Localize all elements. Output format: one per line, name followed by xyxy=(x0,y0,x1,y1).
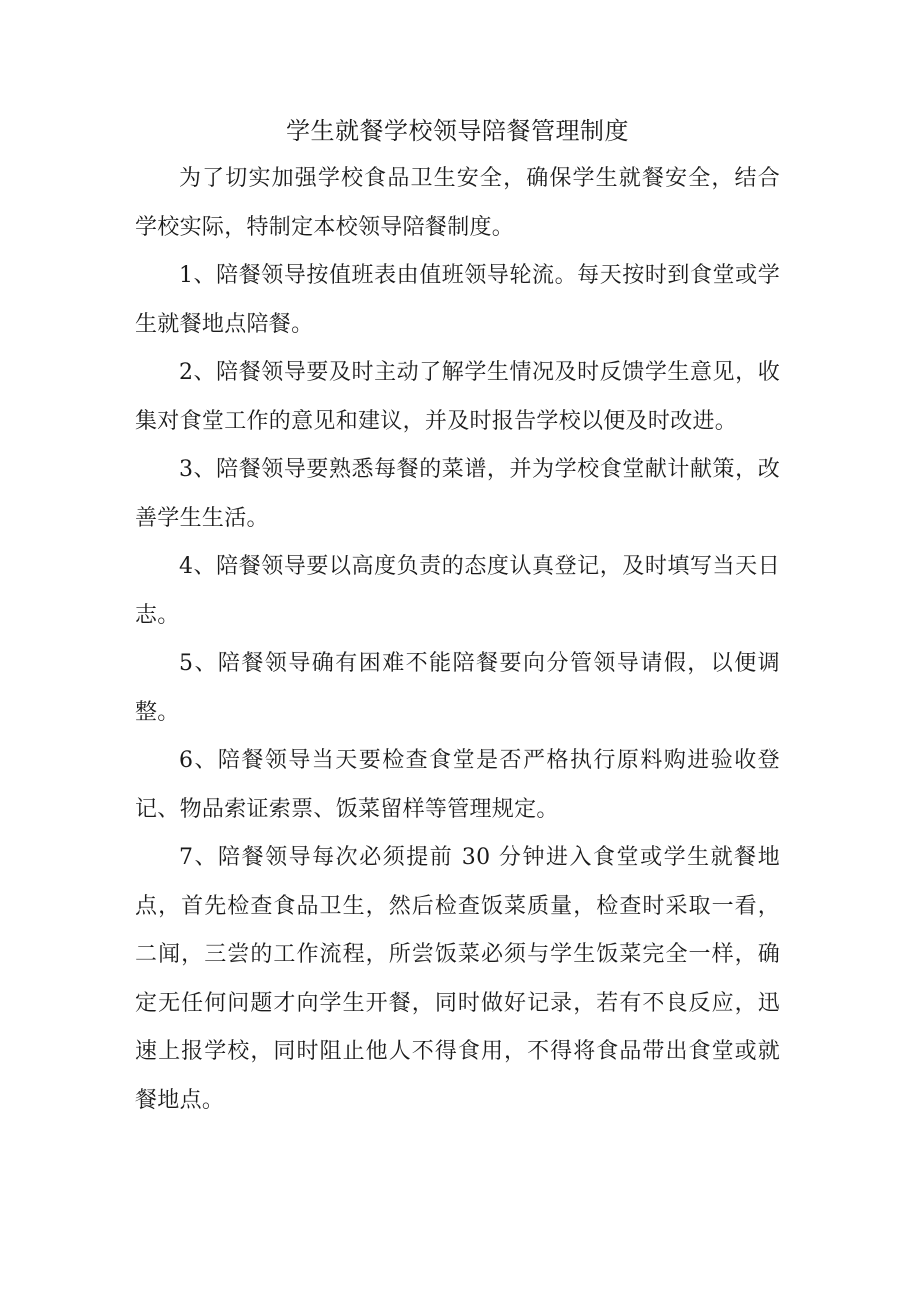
document-title: 学生就餐学校领导陪餐管理制度 xyxy=(286,117,629,145)
document-page xyxy=(135,108,780,1125)
rule-paragraph-4: 4、陪餐领导要以高度负责的态度认真登记，及时填写当天日志。 xyxy=(135,554,780,628)
rule-paragraph-6: 6、陪餐领导当天要检查食堂是否严格执行原料购进验收登记、物品索证索票、饭菜留样等管理规定。 xyxy=(135,748,780,822)
rule-paragraph-3: 3、陪餐领导要熟悉每餐的菜谱，并为学校食堂献计献策，改善学生生活。 xyxy=(135,457,780,531)
intro-paragraph: 为了切实加强学校食品卫生安全，确保学生就餐安全，结合学校实际，特制定本校领导陪餐制度。 xyxy=(135,166,780,240)
rule-paragraph-7: 7、陪餐领导每次必须提前 30 分钟进入食堂或学生就餐地点，首先检查食品卫生，然后检查饭菜质量，检查时采取一看，二闻，三尝的工作流程，所尝饭菜必须与学生饭菜完全一样，确定无任何问题才向学生开餐，同时做好记录，若有不良反应，迅速上报学校，同时阻止他人不得食用，不得将食品带出食堂或就餐地点。 xyxy=(135,845,780,1113)
rule-paragraph-1: 1、陪餐领导按值班表由值班领导轮流。每天按时到食堂或学生就餐地点陪餐。 xyxy=(135,263,780,337)
rule-paragraph-5: 5、陪餐领导确有困难不能陪餐要向分管领导请假，以便调整。 xyxy=(135,651,780,725)
rule-paragraph-2: 2、陪餐领导要及时主动了解学生情况及时反馈学生意见，收集对食堂工作的意见和建议，并及时报告学校以便及时改进。 xyxy=(135,360,780,434)
